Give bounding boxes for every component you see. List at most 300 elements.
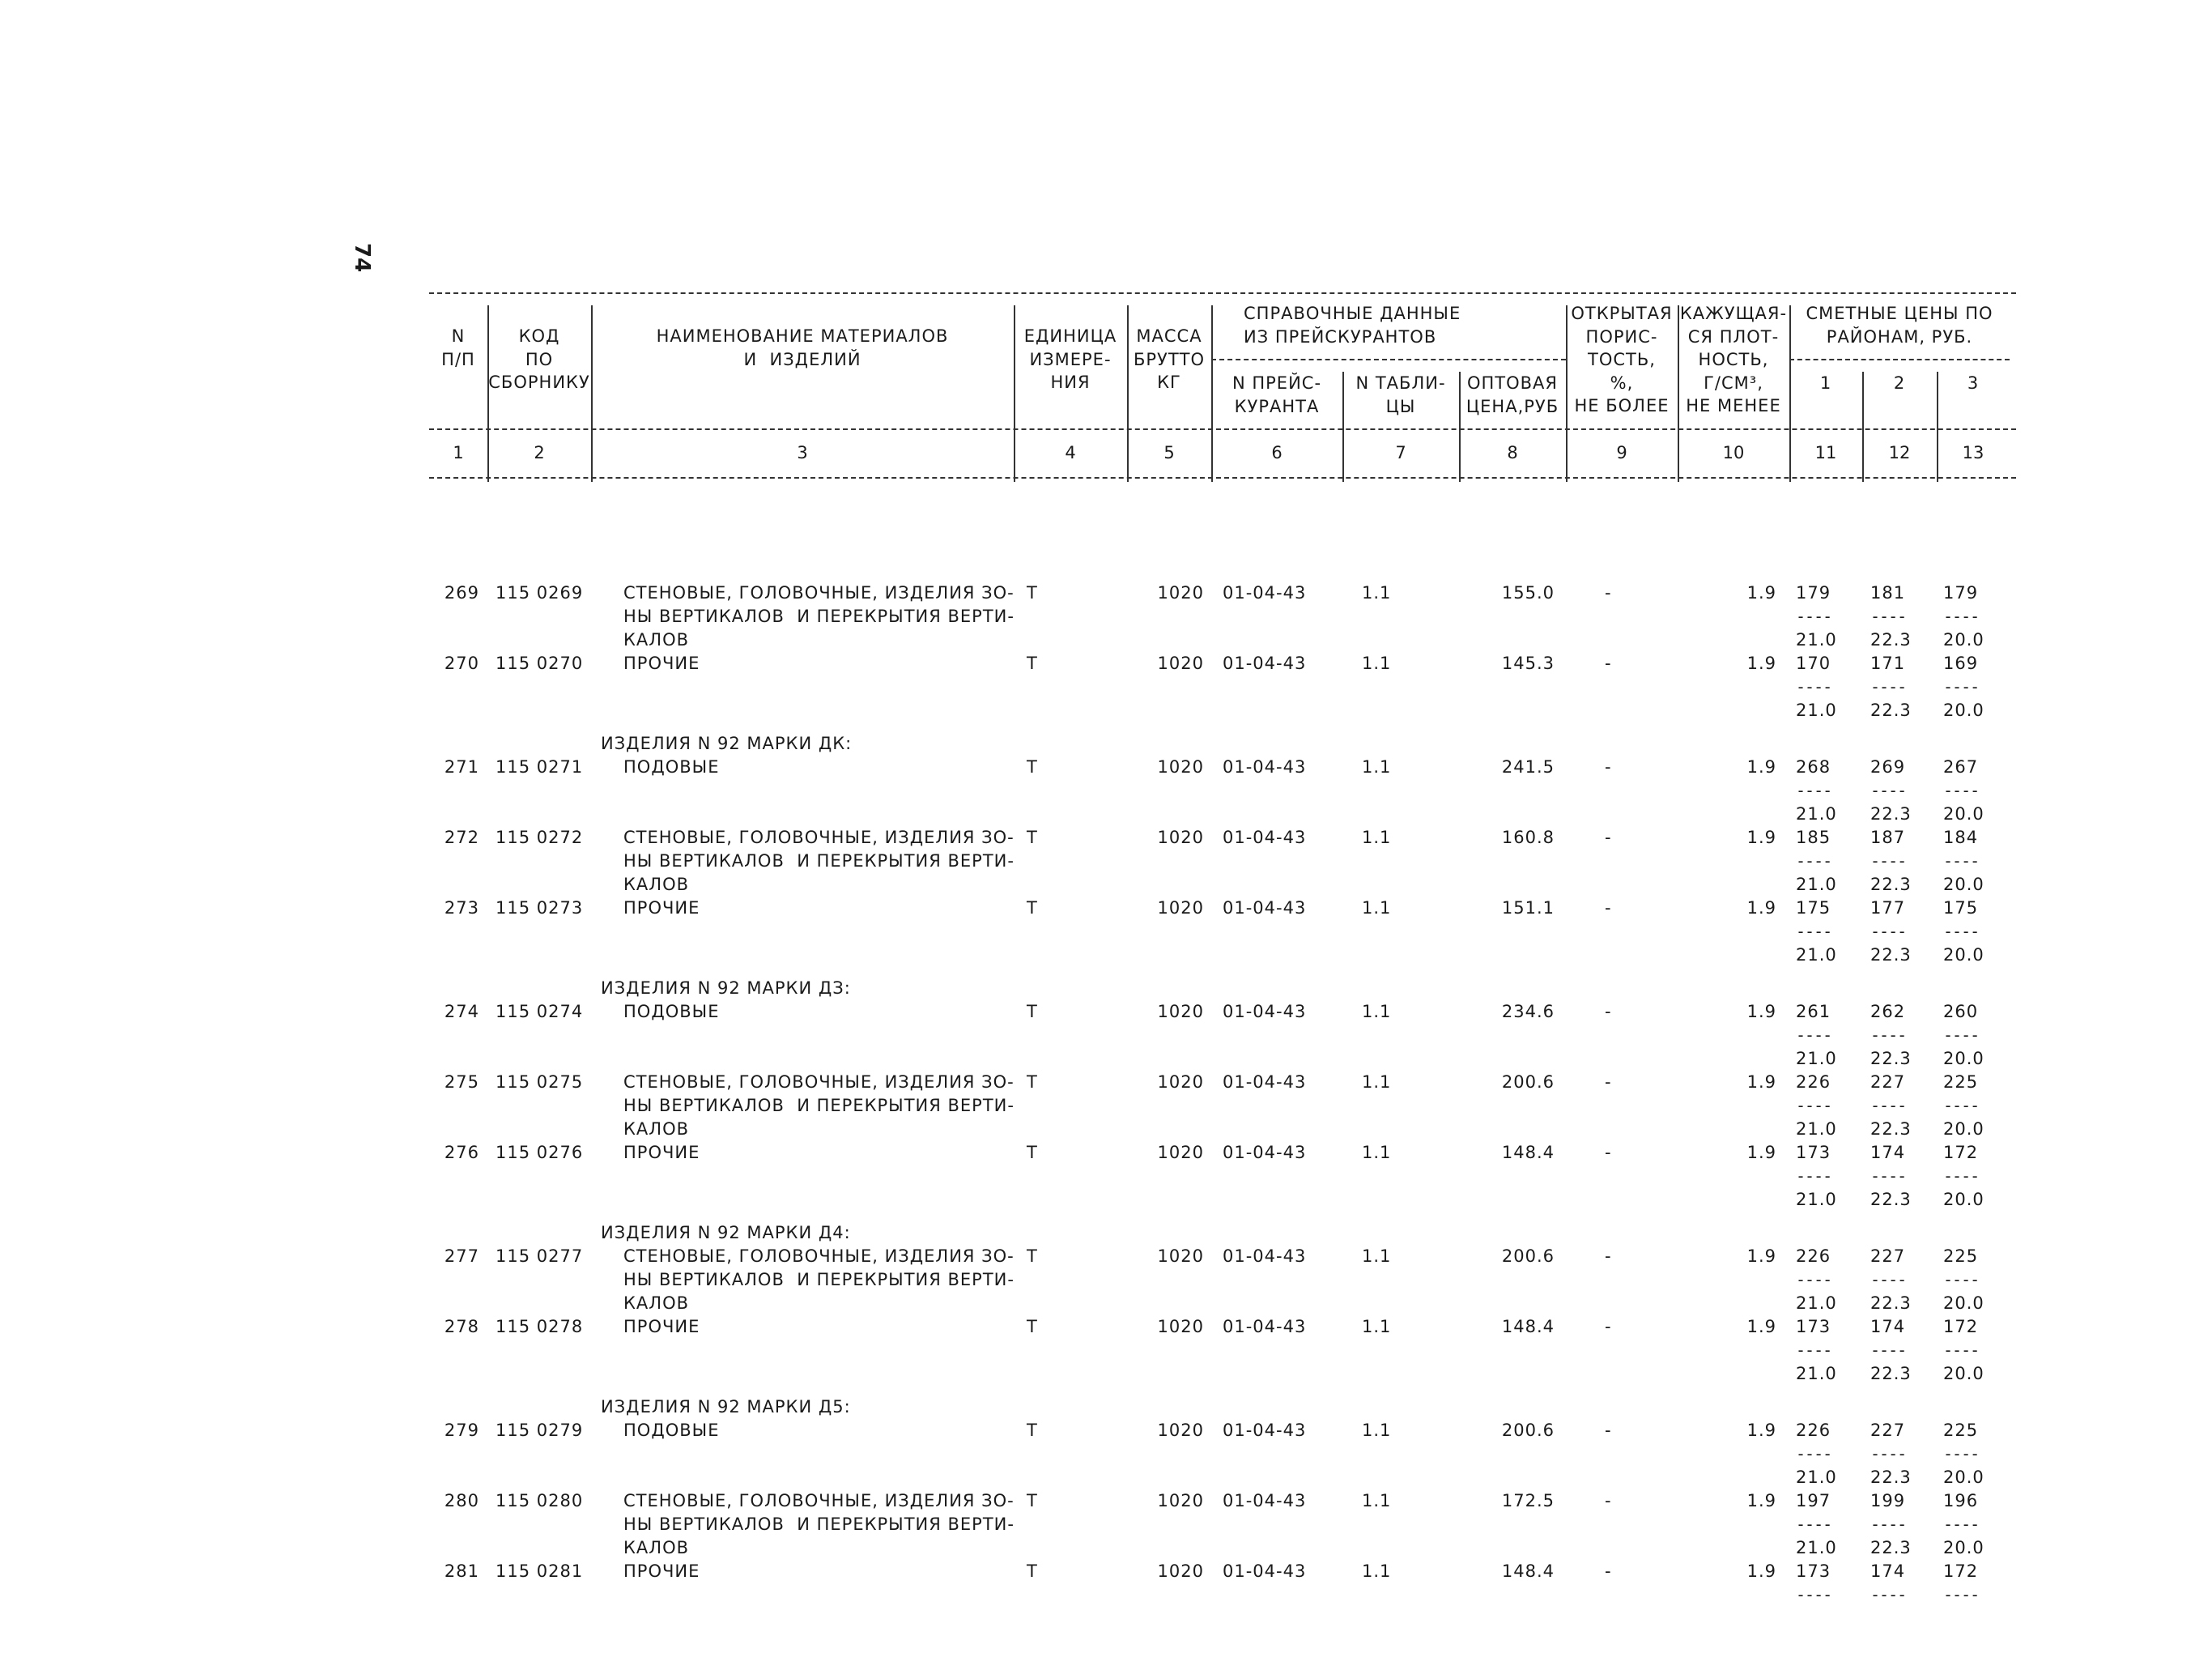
group-title: ИЗДЕЛИЯ N 92 МАРКИ Д4: [601,1222,851,1242]
price-region-1: 185 [1796,827,1831,847]
row-number: 276 [444,1142,479,1162]
row-porosity: - [1605,1071,1612,1092]
row-continuation [429,1339,2016,1362]
row-porosity: - [1605,1490,1612,1510]
row-name: ПОДОВЫЕ [623,756,720,777]
row-wholesale-price: 200.6 [1501,1071,1555,1092]
price-region-1: 197 [1796,1490,1831,1510]
row-price-list: 01-04-43 [1223,653,1307,673]
row-continuation [429,1607,2016,1630]
row-number: 272 [444,827,479,847]
column-number: 3 [797,443,808,462]
row-name: ПРОЧИЕ [623,897,700,918]
labor-region-2: 22.3 [1870,1048,1912,1068]
fraction-bar: ---- [1943,1095,1980,1115]
header-density: КАЖУЩАЯ- СЯ ПЛОТ- НОСТЬ, Г/СМ³, НЕ МЕНЕЕ [1679,304,1788,415]
fraction-bar: ---- [1870,1165,1907,1186]
labor-region-1: 21.0 [1796,1537,1837,1557]
price-region-3: 225 [1943,1420,1979,1440]
labor-region-1: 21.0 [1796,1293,1837,1313]
row-wholesale-price: 200.6 [1501,1420,1555,1440]
row-porosity: - [1605,582,1612,603]
row-number: 273 [444,897,479,918]
row-name: ПОДОВЫЕ [623,1001,720,1021]
row-table: 1.1 [1362,897,1392,918]
price-region-3: 179 [1943,582,1979,603]
price-region-1: 226 [1796,1071,1831,1092]
row-density: 1.9 [1746,582,1776,603]
table-header [429,281,2016,475]
group-title: ИЗДЕЛИЯ N 92 МАРКИ ДК: [601,733,853,753]
labor-region-1: 21.0 [1796,1363,1837,1383]
row-unit: Т [1027,1561,1038,1581]
labor-region-2: 22.3 [1870,1467,1912,1487]
row-continuation [429,1442,2016,1466]
row-number: 275 [444,1071,479,1092]
row-unit: Т [1027,653,1038,673]
price-region-1: 173 [1796,1561,1831,1581]
row-table: 1.1 [1362,1490,1392,1510]
row-name: ПРОЧИЕ [623,1316,700,1336]
table-row [429,582,2016,605]
fraction-bar: ---- [1796,1584,1832,1604]
fraction-bar: ---- [1943,850,1980,871]
fraction-bar: ---- [1796,1165,1832,1186]
fraction-bar: ---- [1870,1025,1907,1045]
row-continuation [429,920,2016,944]
row-continuation [429,1165,2016,1188]
price-region-2: 227 [1870,1246,1906,1266]
row-wholesale-price: 151.1 [1501,897,1555,918]
row-name: ПРОЧИЕ [623,1561,700,1581]
table-row [429,652,2016,675]
row-price-list: 01-04-43 [1223,1561,1307,1581]
fraction-bar: ---- [1870,921,1907,941]
fraction-bar: ---- [1796,676,1832,697]
row-wholesale-price: 241.5 [1501,756,1555,777]
header-region-3: 3 [1967,373,1980,393]
labor-region-1: 21.0 [1796,1189,1837,1209]
price-region-2: 227 [1870,1420,1906,1440]
price-region-3: 172 [1943,1316,1979,1336]
row-table: 1.1 [1362,1561,1392,1581]
row-porosity: - [1605,756,1612,777]
header-table: N ТАБЛИ- ЦЫ [1355,373,1446,416]
row-number: 271 [444,756,479,777]
group-heading [429,1395,2016,1419]
row-price-list: 01-04-43 [1223,582,1307,603]
row-price-list: 01-04-43 [1223,1001,1307,1021]
labor-region-2: 22.3 [1870,803,1912,824]
price-region-1: 226 [1796,1246,1831,1266]
price-region-1: 173 [1796,1142,1831,1162]
row-code: 115 0279 [496,1420,584,1440]
labor-region-1: 21.0 [1796,874,1837,894]
row-continuation [429,803,2016,826]
row-code: 115 0276 [496,1142,584,1162]
row-continuation [429,1118,2016,1141]
row-number: 279 [444,1420,479,1440]
row-mass: 1020 [1157,1490,1204,1510]
fraction-bar: ---- [1870,1095,1907,1115]
row-mass: 1020 [1157,582,1204,603]
labor-region-3: 20.0 [1943,1537,1984,1557]
labor-region-3: 20.0 [1943,700,1984,720]
column-number: 4 [1065,443,1076,462]
price-region-3: 175 [1943,897,1979,918]
row-unit: Т [1027,1246,1038,1266]
labor-region-3: 20.0 [1943,1293,1984,1313]
labor-region-2: 22.3 [1870,1293,1912,1313]
row-number: 280 [444,1490,479,1510]
table-row [429,1315,2016,1339]
labor-region-2: 22.3 [1870,944,1912,965]
group-heading [429,1221,2016,1245]
table-row [429,1000,2016,1024]
row-unit: Т [1027,1001,1038,1021]
header-price-group: СМЕТНЫЕ ЦЕНЫ ПО РАЙОНАМ, РУБ. [1806,304,1993,347]
row-continuation [429,1466,2016,1489]
fraction-bar: ---- [1796,1095,1832,1115]
row-name: ПРОЧИЕ [623,653,700,673]
row-mass: 1020 [1157,1142,1204,1162]
row-density: 1.9 [1746,1246,1776,1266]
row-porosity: - [1605,897,1612,918]
column-number: 13 [1962,443,1984,462]
labor-region-1: 21.0 [1796,944,1837,965]
row-density: 1.9 [1746,1420,1776,1440]
price-region-3: 184 [1943,827,1979,847]
row-wholesale-price: 155.0 [1501,582,1555,603]
fraction-bar: ---- [1870,676,1907,697]
row-table: 1.1 [1362,1142,1392,1162]
column-number: 11 [1814,443,1837,462]
row-continuation [429,1047,2016,1071]
row-unit: Т [1027,1142,1038,1162]
row-table: 1.1 [1362,1316,1392,1336]
row-price-list: 01-04-43 [1223,1246,1307,1266]
row-name: СТЕНОВЫЕ, ГОЛОВОЧНЫЕ, ИЗДЕЛИЯ ЗО- [623,1246,1015,1266]
row-code: 115 0275 [496,1071,584,1092]
column-number: 5 [1163,443,1175,462]
labor-region-3: 20.0 [1943,1189,1984,1209]
table-row [429,1489,2016,1513]
row-porosity: - [1605,827,1612,847]
row-table: 1.1 [1362,1420,1392,1440]
row-name: НЫ ВЕРТИКАЛОВ И ПЕРЕКРЫТИЯ ВЕРТИ- [623,850,1015,871]
row-porosity: - [1605,1001,1612,1021]
row-table: 1.1 [1362,1246,1392,1266]
row-name: СТЕНОВЫЕ, ГОЛОВОЧНЫЕ, ИЗДЕЛИЯ ЗО- [623,827,1015,847]
price-region-2: 187 [1870,827,1906,847]
row-number: 269 [444,582,479,603]
row-continuation [429,699,2016,722]
labor-region-3: 20.0 [1943,1048,1984,1068]
row-table: 1.1 [1362,756,1392,777]
row-number: 278 [444,1316,479,1336]
price-region-3: 225 [1943,1246,1979,1266]
row-unit: Т [1027,582,1038,603]
price-region-3: 196 [1943,1490,1979,1510]
row-mass: 1020 [1157,827,1204,847]
row-continuation [429,1024,2016,1047]
table-row [429,1245,2016,1268]
row-price-list: 01-04-43 [1223,1490,1307,1510]
price-region-2: 174 [1870,1142,1906,1162]
row-continuation [429,1513,2016,1536]
labor-region-2: 22.3 [1870,1537,1912,1557]
fraction-bar: ---- [1943,676,1980,697]
row-continuation [429,1362,2016,1386]
row-wholesale-price: 200.6 [1501,1246,1555,1266]
price-region-2: 174 [1870,1561,1906,1581]
row-name: СТЕНОВЫЕ, ГОЛОВОЧНЫЕ, ИЗДЕЛИЯ ЗО- [623,1071,1015,1092]
row-density: 1.9 [1746,653,1776,673]
price-region-2: 227 [1870,1071,1906,1092]
row-porosity: - [1605,1246,1612,1266]
row-continuation [429,675,2016,699]
row-mass: 1020 [1157,1071,1204,1092]
row-price-list: 01-04-43 [1223,897,1307,918]
row-name: ПОДОВЫЕ [623,1420,720,1440]
labor-region-2: 22.3 [1870,700,1912,720]
row-continuation [429,1268,2016,1292]
table-row [429,1071,2016,1094]
labor-region-1: 21.0 [1796,1048,1837,1068]
row-continuation [429,779,2016,803]
price-region-2: 174 [1870,1316,1906,1336]
header-region-1: 1 [1819,373,1832,393]
header-unit: ЕДИНИЦА ИЗМЕРЕ- НИЯ [1023,326,1117,392]
row-mass: 1020 [1157,756,1204,777]
row-density: 1.9 [1746,1071,1776,1092]
row-wholesale-price: 160.8 [1501,827,1555,847]
fraction-bar: ---- [1943,1165,1980,1186]
group-heading [429,977,2016,1000]
labor-region-1: 21.0 [1796,629,1837,650]
table-row [429,826,2016,850]
row-code: 115 0272 [496,827,584,847]
row-name: ПРОЧИЕ [623,1142,700,1162]
row-name: НЫ ВЕРТИКАЛОВ И ПЕРЕКРЫТИЯ ВЕРТИ- [623,606,1015,626]
row-porosity: - [1605,1420,1612,1440]
row-wholesale-price: 148.4 [1501,1142,1555,1162]
page-number: 74 [350,243,374,273]
price-table [429,235,2016,1653]
price-region-2: 181 [1870,582,1906,603]
header-code: КОД ПО СБОРНИКУ [488,326,590,392]
fraction-bar: ---- [1870,1514,1907,1534]
row-continuation [429,1292,2016,1315]
row-mass: 1020 [1157,1001,1204,1021]
labor-region-3: 20.0 [1943,1363,1984,1383]
table-body [429,582,2016,1630]
row-unit: Т [1027,1420,1038,1440]
column-number: 6 [1271,443,1283,462]
row-mass: 1020 [1157,1316,1204,1336]
price-region-1: 175 [1796,897,1831,918]
row-continuation [429,1094,2016,1118]
fraction-bar: ---- [1943,1269,1980,1289]
row-price-list: 01-04-43 [1223,827,1307,847]
column-number: 9 [1616,443,1627,462]
fraction-bar: ---- [1943,1514,1980,1534]
row-unit: Т [1027,756,1038,777]
labor-region-2: 22.3 [1870,1363,1912,1383]
header-reference-group: СПРАВОЧНЫЕ ДАННЫЕ ИЗ ПРЕЙСКУРАНТОВ [1244,304,1461,347]
fraction-bar: ---- [1943,1584,1980,1604]
price-region-1: 261 [1796,1001,1831,1021]
labor-region-1: 21.0 [1796,700,1837,720]
row-code: 115 0277 [496,1246,584,1266]
column-number: 1 [453,443,464,462]
row-continuation [429,944,2016,967]
row-name: КАЛОВ [623,1293,690,1313]
fraction-bar: ---- [1943,1443,1980,1463]
row-unit: Т [1027,1490,1038,1510]
row-price-list: 01-04-43 [1223,1420,1307,1440]
row-code: 115 0281 [496,1561,584,1581]
fraction-bar: ---- [1870,1340,1907,1360]
fraction-bar: ---- [1796,850,1832,871]
row-continuation [429,873,2016,897]
column-number: 7 [1395,443,1406,462]
row-name: НЫ ВЕРТИКАЛОВ И ПЕРЕКРЫТИЯ ВЕРТИ- [623,1514,1015,1534]
table-row [429,897,2016,920]
price-region-1: 226 [1796,1420,1831,1440]
row-code: 115 0273 [496,897,584,918]
row-table: 1.1 [1362,582,1392,603]
labor-region-1: 21.0 [1796,1118,1837,1139]
table-row [429,1141,2016,1165]
column-number: 2 [534,443,545,462]
row-code: 115 0274 [496,1001,584,1021]
fraction-bar: ---- [1870,780,1907,800]
labor-region-2: 22.3 [1870,1189,1912,1209]
row-wholesale-price: 148.4 [1501,1316,1555,1336]
fraction-bar: ---- [1943,606,1980,626]
labor-region-3: 20.0 [1943,629,1984,650]
labor-region-2: 22.3 [1870,629,1912,650]
row-name: НЫ ВЕРТИКАЛОВ И ПЕРЕКРЫТИЯ ВЕРТИ- [623,1095,1015,1115]
row-wholesale-price: 148.4 [1501,1561,1555,1581]
header-porosity: ОТКРЫТАЯ ПОРИС- ТОСТЬ, %, НЕ БОЛЕЕ [1571,304,1673,415]
row-name: КАЛОВ [623,1118,690,1139]
row-unit: Т [1027,827,1038,847]
row-mass: 1020 [1157,1420,1204,1440]
labor-region-3: 20.0 [1943,1118,1984,1139]
row-continuation [429,628,2016,652]
row-continuation [429,1188,2016,1212]
row-number: 274 [444,1001,479,1021]
row-wholesale-price: 145.3 [1501,653,1555,673]
fraction-bar: ---- [1943,780,1980,800]
row-code: 115 0278 [496,1316,584,1336]
row-unit: Т [1027,897,1038,918]
fraction-bar: ---- [1870,1269,1907,1289]
row-continuation [429,1536,2016,1560]
fraction-bar: ---- [1870,606,1907,626]
fraction-bar: ---- [1870,850,1907,871]
row-porosity: - [1605,653,1612,673]
fraction-bar: ---- [1796,1514,1832,1534]
fraction-bar: ---- [1943,1025,1980,1045]
row-porosity: - [1605,1142,1612,1162]
row-table: 1.1 [1362,1071,1392,1092]
price-region-3: 172 [1943,1142,1979,1162]
fraction-bar: ---- [1796,1340,1832,1360]
row-number: 270 [444,653,479,673]
table-row [429,1560,2016,1583]
row-table: 1.1 [1362,1001,1392,1021]
fraction-bar: ---- [1870,1584,1907,1604]
fraction-bar: ---- [1796,780,1832,800]
row-table: 1.1 [1362,827,1392,847]
labor-region-2: 22.3 [1870,1118,1912,1139]
table-row [429,1419,2016,1442]
row-density: 1.9 [1746,1316,1776,1336]
row-density: 1.9 [1746,1561,1776,1581]
row-price-list: 01-04-43 [1223,1071,1307,1092]
column-number: 10 [1722,443,1745,462]
column-number: 8 [1507,443,1518,462]
row-price-list: 01-04-43 [1223,1316,1307,1336]
row-unit: Т [1027,1316,1038,1336]
fraction-bar: ---- [1796,1269,1832,1289]
row-unit: Т [1027,1071,1038,1092]
row-name: КАЛОВ [623,874,690,894]
row-density: 1.9 [1746,1001,1776,1021]
row-porosity: - [1605,1316,1612,1336]
row-name: НЫ ВЕРТИКАЛОВ И ПЕРЕКРЫТИЯ ВЕРТИ- [623,1269,1015,1289]
price-region-1: 179 [1796,582,1831,603]
header-name: НАИМЕНОВАНИЕ МАТЕРИАЛОВ И ИЗДЕЛИЙ [656,326,949,369]
group-heading [429,732,2016,756]
header-mass: МАССА БРУТТО КГ [1133,326,1206,392]
header-price-list: N ПРЕЙС- КУРАНТА [1231,373,1322,416]
price-region-2: 199 [1870,1490,1906,1510]
row-mass: 1020 [1157,1561,1204,1581]
price-region-2: 171 [1870,653,1906,673]
labor-region-3: 20.0 [1943,1467,1984,1487]
fraction-bar: ---- [1796,921,1832,941]
row-mass: 1020 [1157,897,1204,918]
price-region-3: 225 [1943,1071,1979,1092]
table-row [429,756,2016,779]
row-price-list: 01-04-43 [1223,1142,1307,1162]
labor-region-3: 20.0 [1943,944,1984,965]
row-code: 115 0280 [496,1490,584,1510]
row-wholesale-price: 172.5 [1501,1490,1555,1510]
row-mass: 1020 [1157,653,1204,673]
price-region-1: 173 [1796,1316,1831,1336]
row-density: 1.9 [1746,1490,1776,1510]
row-name: КАЛОВ [623,629,690,650]
row-code: 115 0271 [496,756,584,777]
price-region-1: 268 [1796,756,1831,777]
price-region-3: 172 [1943,1561,1979,1581]
header-region-2: 2 [1893,373,1906,393]
fraction-bar: ---- [1943,921,1980,941]
fraction-bar: ---- [1943,1340,1980,1360]
row-density: 1.9 [1746,897,1776,918]
price-region-2: 177 [1870,897,1906,918]
group-title: ИЗДЕЛИЯ N 92 МАРКИ ДЗ: [601,978,851,998]
labor-region-2: 22.3 [1870,874,1912,894]
price-region-3: 267 [1943,756,1979,777]
row-name: СТЕНОВЫЕ, ГОЛОВОЧНЫЕ, ИЗДЕЛИЯ ЗО- [623,582,1015,603]
fraction-bar: ---- [1796,1443,1832,1463]
